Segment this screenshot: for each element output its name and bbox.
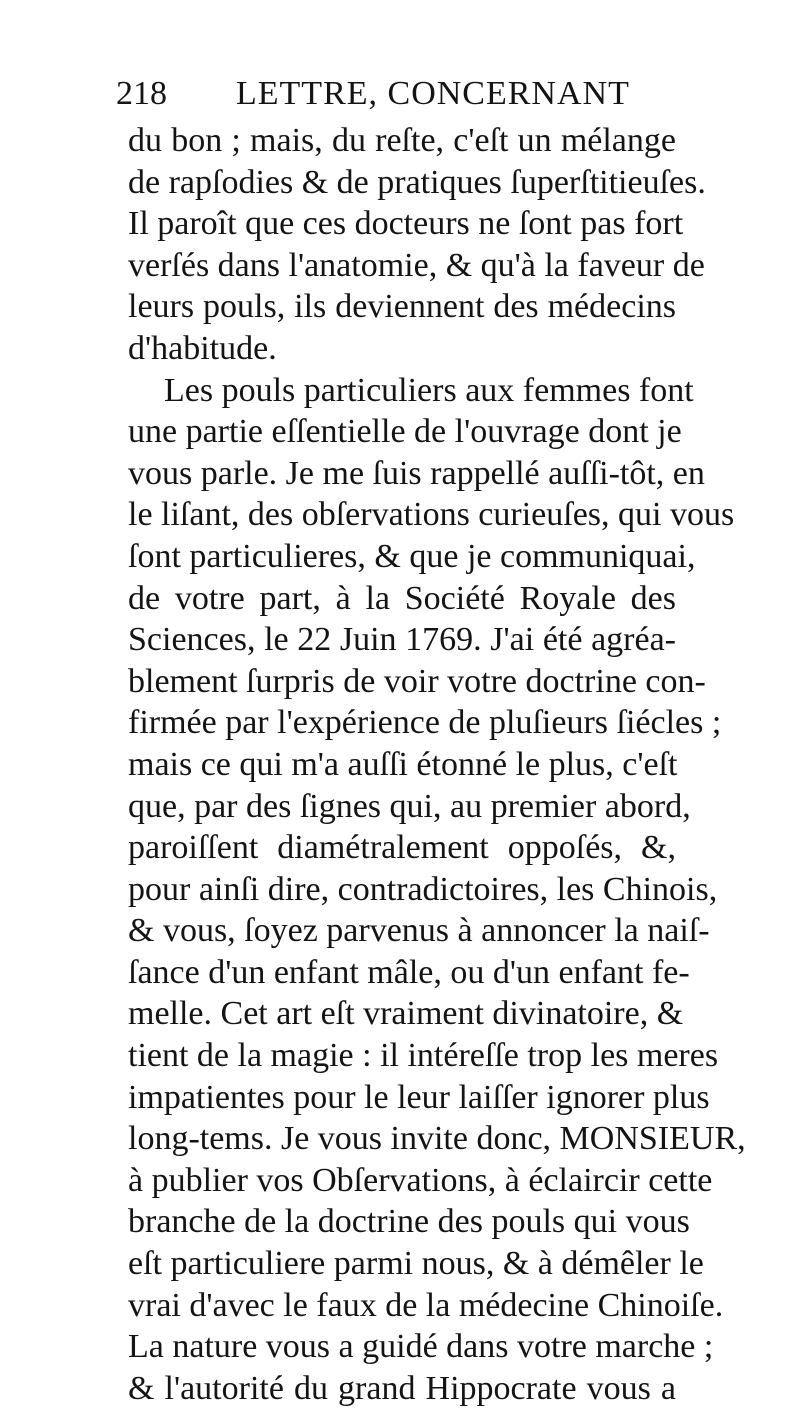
- text-line: vous parle. Je me ſuis rappellé auſſi-tôt, en: [128, 454, 705, 492]
- text-line: mais ce qui m'a auſſi étonné le plus, c'eſt: [128, 745, 678, 783]
- text-line: & vous, ſoyez parvenus à annoncer la naiſ-: [128, 912, 710, 950]
- text-line: Il paroît que ces docteurs ne ſont pas fort: [128, 205, 684, 243]
- running-head: [116, 72, 676, 116]
- text-line: branche de la doctrine des pouls qui vous: [128, 1203, 690, 1241]
- running-title: LETTRE, CONCERNANT: [236, 75, 630, 112]
- text-line: de votre part, à la Société Royale des: [128, 579, 676, 617]
- text-line: d'habitude.: [128, 329, 277, 367]
- text-line: à publier vos Obſervations, à éclaircir cette: [128, 1161, 713, 1199]
- text-line: leurs pouls, ils deviennent des médecins: [128, 288, 676, 326]
- page-number: 218: [116, 75, 167, 112]
- text-line: & l'autorité du grand Hippocrate vous a: [128, 1369, 676, 1407]
- text-line: firmée par l'expérience de pluſieurs ſiécles ;: [128, 704, 722, 742]
- text-line: melle. Cet art eſt vraiment divinatoire, &: [128, 995, 684, 1033]
- text-line: eſt particuliere parmi nous, & à démêler le: [128, 1245, 704, 1283]
- text-line: de rapſodies & de pratiques ſuperſtitieuſes.: [128, 163, 706, 201]
- body-text: [128, 120, 746, 1409]
- text-line: pour ainſi dire, contradictoires, les Chinois,: [128, 870, 718, 908]
- text-line: ſont particulieres, & que je communiquai,: [128, 537, 696, 575]
- text-line: La nature vous a guidé dans votre marche ;: [128, 1328, 714, 1366]
- text-line: tient de la magie : il intéreſſe trop les meres: [128, 1037, 719, 1075]
- text-line: vrai d'avec le faux de la médecine Chinoiſe.: [128, 1286, 724, 1324]
- text-line: blement ſurpris de voir votre doctrine con-: [128, 662, 706, 700]
- text-line: une partie eſſentielle de l'ouvrage dont je: [128, 413, 682, 451]
- text-line: le liſant, des obſervations curieuſes, qui vous: [128, 496, 735, 534]
- text-line: Sciences, le 22 Juin 1769. J'ai été agréa-: [128, 621, 676, 659]
- text-line: verſés dans l'anatomie, & qu'à la faveur de: [128, 246, 705, 284]
- text-line: que, par des ſignes qui, au premier abord,: [128, 787, 691, 825]
- text-line: du bon ; mais, du reſte, c'eſt un mélange: [128, 122, 676, 159]
- text-line: long-tems. Je vous invite donc, MONSIEUR,: [128, 1120, 746, 1158]
- text-line: paroiſſent diamétralement oppoſés, &,: [128, 829, 676, 867]
- text-line: impatientes pour le leur laiſſer ignorer plus: [128, 1078, 710, 1116]
- text-line: ſance d'un enfant mâle, ou d'un enfant fe-: [128, 953, 690, 991]
- text-line: Les pouls particuliers aux femmes font: [164, 371, 694, 409]
